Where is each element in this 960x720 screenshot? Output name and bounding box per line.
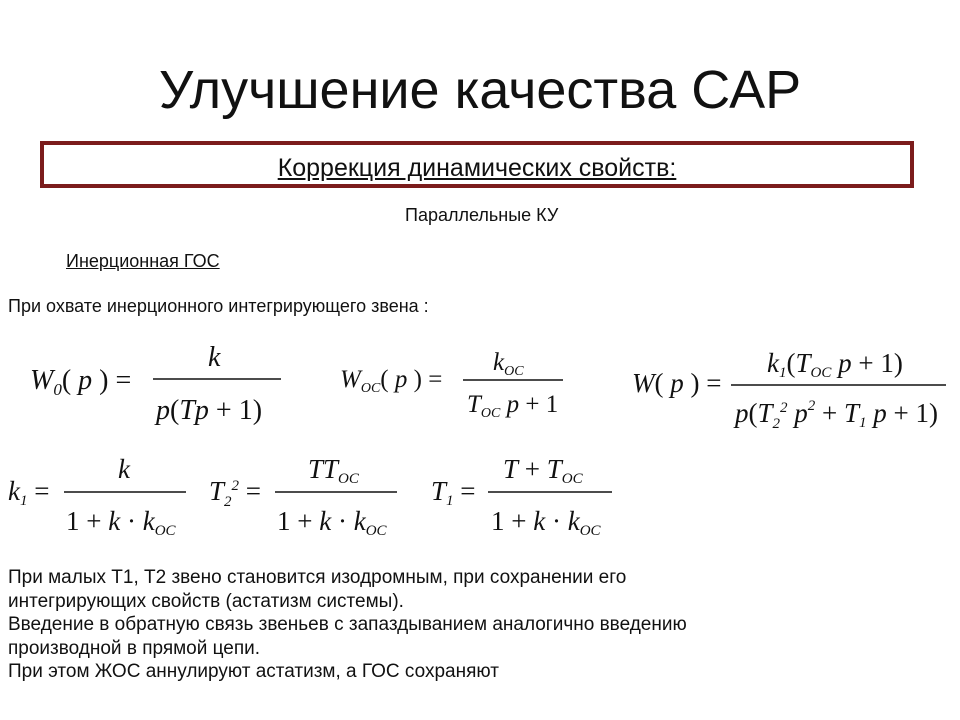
svg-text:TOC p + 1: $T_{OC}$ p + 1 xyxy=(467,391,559,421)
svg-text:k1 =: k1 = xyxy=(8,476,50,509)
paragraph-line: производной в прямой цепи. xyxy=(8,637,261,659)
paragraph-line: При малых Т1, Т2 звено становится изодромным, при сохранении его xyxy=(8,567,627,588)
svg-text:1 + k · kOC: 1 + k · kOC xyxy=(277,506,387,539)
svg-text:1 + k · kOC: 1 + k · kOC xyxy=(66,506,176,539)
svg-text:k: k xyxy=(208,342,221,373)
intro-text: При охвате инерционного интегрирующего звена : xyxy=(8,296,429,316)
slide-title: Улучшение качества САР xyxy=(158,60,802,120)
svg-text:T1 =: T1 = xyxy=(431,476,476,509)
svg-text:1 + k · kOC: 1 + k · kOC xyxy=(491,506,601,539)
svg-text:k1(TOC p + 1): k1(TOC p + 1) xyxy=(767,348,903,381)
formula-w0 xyxy=(30,342,281,426)
paragraph-line: При этом ЖОС аннулируют астатизм, а ГОС сохраняют xyxy=(8,661,499,682)
svg-text:WOC( p ) =: $W_{OC}$( p ) = xyxy=(340,366,443,396)
svg-text:kOC: $k_{OC}$ xyxy=(493,349,524,379)
formula-w xyxy=(632,348,946,432)
svg-text:TTOC: TTOC xyxy=(308,454,359,487)
paragraph-line: Введение в обратную связь звеньев с запаздыванием аналогично введению xyxy=(8,614,687,635)
svg-text:W0( p ) =: $W_0$( p ) = xyxy=(30,365,132,399)
section-heading: Коррекция динамических свойств: xyxy=(277,154,677,182)
subtitle: Параллельные КУ xyxy=(405,205,559,225)
svg-text:p(Tp + 1): p(Tp + 1) xyxy=(156,395,263,426)
svg-text:k: k xyxy=(118,454,130,484)
topic-heading: Инерционная ГОС xyxy=(66,251,220,271)
svg-text:T + TOC: T + TOC xyxy=(503,454,583,487)
formula-t1 xyxy=(431,454,612,539)
formula-k1 xyxy=(8,454,186,539)
svg-text:W( p ) =: W( p ) = xyxy=(632,368,722,398)
formula-t2 xyxy=(209,454,397,539)
conclusion-text xyxy=(8,566,948,684)
paragraph-line: интегрирующих свойств (астатизм системы). xyxy=(8,590,404,612)
formula-woc xyxy=(340,349,563,421)
svg-text:p(T22 p2 + T1 p + 1): $p(T_2^2$ $p^2 + T1$ p + 1) xyxy=(735,398,939,432)
svg-text:T22 =: $T_2^2$ = xyxy=(209,476,262,510)
